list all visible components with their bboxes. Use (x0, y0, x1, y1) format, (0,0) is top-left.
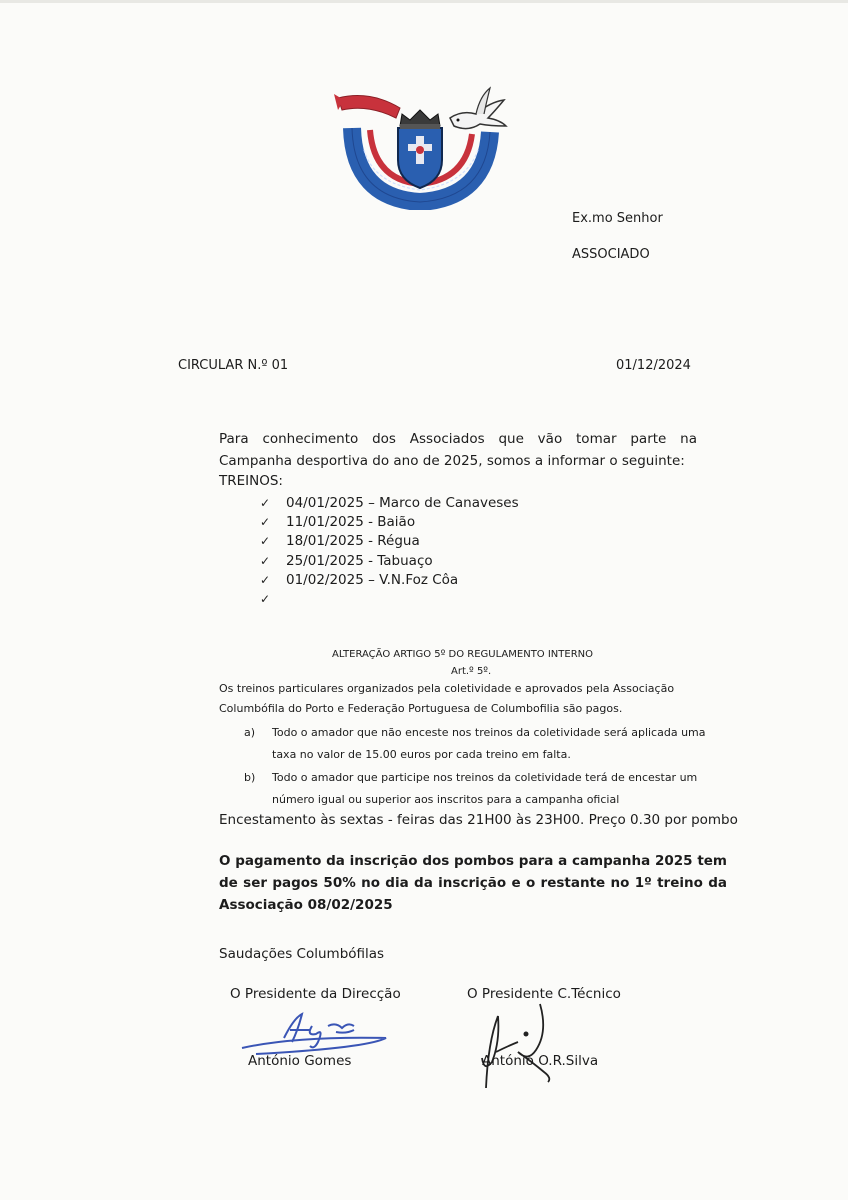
checkmark-icon: ✓ (260, 515, 271, 530)
signatory-role-left: O Presidente da Direcção (230, 986, 401, 1002)
checkmark-icon: ✓ (260, 496, 271, 510)
signatory-role-right: O Presidente C.Técnico (467, 986, 621, 1002)
intro-paragraph: Para conhecimento dos Associados que vão tomar parte na Campanha desportiva do ano de 2025, somos a informar o seguinte: (219, 431, 697, 469)
list-item (260, 552, 519, 571)
signatory-name-right: António O.R.Silva (482, 1053, 599, 1069)
closing-greeting: Saudações Columbófilas (219, 946, 385, 962)
payment-note: O pagamento da inscrição dos pombos para a campanha 2025 tem de ser pagos 50% no dia da inscrição e o restante no 1º treino da Associação 08/02/2025 (219, 853, 727, 913)
signature-right (478, 1002, 558, 1092)
article-subtitle: Art.º 5º. (451, 666, 492, 677)
treino-entry: 11/01/2025 - Baião (286, 514, 416, 531)
list-item (260, 532, 519, 551)
list-item (260, 494, 519, 513)
list-item (244, 767, 724, 811)
checkmark-icon: ✓ (260, 553, 271, 568)
recipient-salutation: Ex.mo Senhor (572, 211, 663, 226)
treinos-heading: TREINOS: (219, 473, 283, 489)
checkmark-icon: ✓ (260, 572, 271, 587)
list-item (260, 590, 519, 609)
list-item (260, 571, 519, 590)
treino-entry: 18/01/2025 - Régua (286, 533, 420, 550)
item-marker: b) (244, 771, 256, 784)
list-item (260, 513, 519, 532)
checkmark-icon: ✓ (260, 534, 271, 549)
article-title: ALTERAÇÃO ARTIGO 5º DO REGULAMENTO INTERNO (332, 649, 594, 660)
treinos-list (260, 494, 519, 609)
signatory-name-left: António Gomes (248, 1053, 352, 1069)
article-items (244, 722, 724, 812)
article-body: Os treinos particulares organizados pela coletividade e aprovados pela Associação Columbófila do Porto e Federação Portuguesa de Columbofilia são pagos. (219, 682, 675, 715)
item-marker: a) (244, 726, 256, 739)
encestamento-info: Encestamento às sextas - feiras das 21H00 às 23H00. Preço 0.30 por pombo (219, 812, 738, 828)
club-emblem-logo (330, 80, 510, 210)
circular-number: CIRCULAR N.º 01 (178, 358, 289, 373)
scan-edge (0, 0, 848, 3)
checkmark-icon: ✓ (260, 591, 271, 606)
treino-entry: 25/01/2025 - Tabuaço (286, 552, 433, 569)
treino-entry: 04/01/2025 – Marco de Canaveses (286, 495, 519, 511)
treino-entry: 01/02/2025 – V.N.Foz Côa (286, 571, 459, 588)
item-text: Todo o amador que participe nos treinos da coletividade terá de encestar um número igual ou superior aos inscritos para a campanha oficial (272, 771, 698, 806)
list-item (244, 722, 724, 766)
item-text: Todo o amador que não enceste nos treinos da coletividade será aplicada uma taxa no valor de 15.00 euros por cada treino em falta. (272, 726, 706, 761)
circular-date: 01/12/2024 (616, 358, 691, 373)
recipient-addressee: ASSOCIADO (572, 247, 650, 262)
